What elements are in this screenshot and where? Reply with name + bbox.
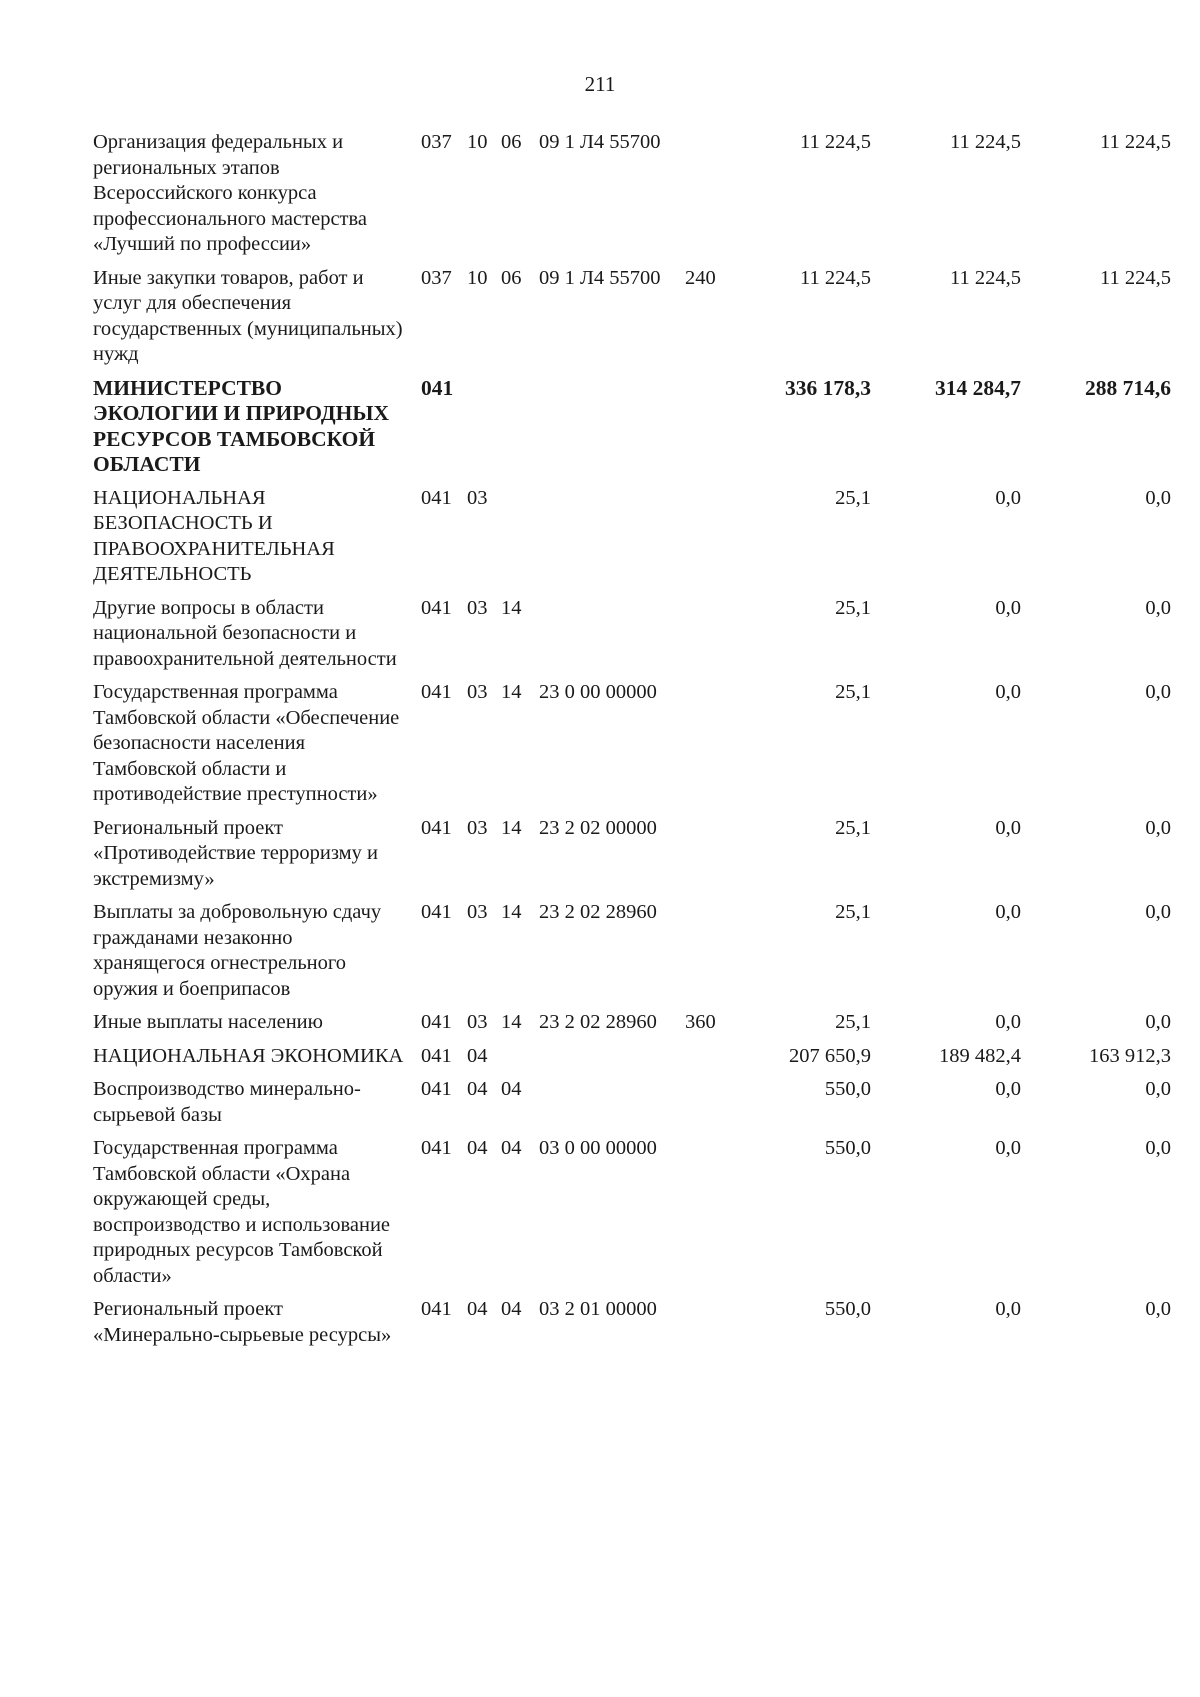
row-expense-type-code: 360 (685, 1011, 716, 1033)
row-subsection-code: 06 (501, 131, 522, 153)
row-subsection-code: 04 (501, 1137, 522, 1159)
row-amount-year2: 11 224,5 (950, 131, 1021, 153)
table-row (93, 900, 1175, 1010)
row-amount-year1: 25,1 (835, 596, 871, 619)
row-amount-year1: 11 224,5 (800, 131, 871, 153)
row-amount-year3: 0,0 (1145, 816, 1171, 839)
row-amount-year2: 0,0 (995, 1078, 1021, 1100)
row-ministry-code: 041 (421, 486, 452, 509)
row-expense-type-code (679, 1077, 733, 1136)
row-name: Выплаты за добровольную сдачу гражданами незаконно хранящегося огнестрельного оружия и боеприпасов (93, 901, 382, 1000)
row-ministry-code: 037 (421, 266, 452, 289)
row-amount-year2: 189 482,4 (939, 1044, 1021, 1067)
row-subsection-code (495, 486, 533, 596)
row-section-code: 04 (467, 1044, 488, 1067)
page-number: 211 (584, 72, 616, 96)
row-subsection-code (495, 1044, 533, 1078)
row-subsection-code: 14 (501, 1011, 522, 1033)
row-section-code: 03 (467, 1011, 488, 1033)
row-amount-year1: 550,0 (824, 1298, 871, 1320)
row-section-code: 03 (467, 901, 488, 923)
row-amount-year2: 0,0 (995, 681, 1021, 703)
row-amount-year1: 25,1 (835, 486, 871, 509)
row-ministry-code: 041 (421, 1137, 452, 1159)
row-amount-year1: 11 224,5 (800, 266, 871, 289)
row-subsection-code: 14 (501, 596, 522, 619)
row-expense-type-code (679, 130, 733, 266)
row-subsection-code: 04 (501, 1298, 522, 1320)
row-amount-year3: 163 912,3 (1089, 1044, 1171, 1067)
row-expense-type-code (679, 1297, 733, 1356)
row-subsection-code: 14 (501, 901, 522, 923)
row-amount-year3: 0,0 (1145, 1137, 1171, 1159)
row-section-code: 03 (467, 681, 488, 703)
row-subsection-code (495, 376, 533, 486)
row-ministry-code: 037 (421, 131, 452, 153)
row-section-code (461, 376, 495, 486)
table-row (93, 1297, 1175, 1356)
row-name: Воспроизводство минерально-сырьевой базы (93, 1078, 361, 1126)
row-section-code: 04 (467, 1298, 488, 1320)
table-row (93, 680, 1175, 816)
row-target-article-code: 03 0 00 00000 (539, 1137, 657, 1159)
row-section-code: 04 (467, 1137, 488, 1159)
row-amount-year2: 11 224,5 (950, 266, 1021, 289)
row-amount-year3: 0,0 (1145, 486, 1171, 509)
row-target-article-code: 09 1 Л4 55700 (539, 131, 661, 153)
row-subsection-code: 04 (501, 1078, 522, 1100)
row-amount-year2: 0,0 (995, 486, 1021, 509)
table-row (93, 816, 1175, 901)
row-amount-year1: 550,0 (824, 1137, 871, 1159)
row-section-code: 10 (467, 131, 488, 153)
row-expense-type-code (679, 376, 733, 486)
row-target-article-code (533, 376, 679, 486)
row-ministry-code: 041 (421, 816, 452, 839)
row-amount-year2: 0,0 (995, 596, 1021, 619)
table-row (93, 1010, 1175, 1044)
row-ministry-code: 041 (421, 681, 452, 703)
row-expense-type-code (679, 816, 733, 901)
budget-table (93, 130, 1175, 1356)
row-name: Государственная программа Тамбовской области «Обеспечение безопасности населения Тамбовской области и противодействие преступности» (93, 681, 400, 805)
row-ministry-code: 041 (421, 901, 452, 923)
table-body (93, 130, 1175, 1356)
row-name: НАЦИОНАЛЬНАЯ БЕЗОПАСНОСТЬ И ПРАВООХРАНИТЕЛЬНАЯ ДЕЯТЕЛЬНОСТЬ (93, 486, 335, 585)
table-row (93, 1044, 1175, 1078)
row-amount-year3: 288 714,6 (1085, 375, 1171, 400)
table-row (93, 486, 1175, 596)
row-expense-type-code (679, 1044, 733, 1078)
row-amount-year1: 25,1 (835, 816, 871, 839)
row-ministry-code: 041 (421, 1298, 452, 1320)
row-section-code: 03 (467, 486, 488, 509)
row-target-article-code: 23 2 02 28960 (539, 1011, 657, 1033)
row-target-article-code: 03 2 01 00000 (539, 1298, 657, 1320)
row-subsection-code: 14 (501, 681, 522, 703)
row-name: Иные закупки товаров, работ и услуг для обеспечения государственных (муниципальных) нужд (93, 266, 403, 365)
row-target-article-code (533, 1077, 679, 1136)
row-amount-year2: 0,0 (995, 1137, 1021, 1159)
row-amount-year3: 11 224,5 (1100, 131, 1171, 153)
row-ministry-code: 041 (421, 375, 454, 400)
row-amount-year3: 0,0 (1145, 1298, 1171, 1320)
row-name: Иные выплаты населению (93, 1011, 323, 1033)
table-row (93, 596, 1175, 681)
table-row (93, 376, 1175, 486)
row-expense-type-code (679, 1136, 733, 1297)
row-amount-year1: 25,1 (835, 681, 871, 703)
row-target-article-code: 23 0 00 00000 (539, 681, 657, 703)
row-ministry-code: 041 (421, 1011, 452, 1033)
row-amount-year3: 11 224,5 (1100, 266, 1171, 289)
row-section-code: 03 (467, 596, 488, 619)
table-row (93, 1077, 1175, 1136)
row-subsection-code: 06 (501, 266, 522, 289)
row-amount-year2: 0,0 (995, 901, 1021, 923)
row-ministry-code: 041 (421, 1044, 452, 1067)
row-target-article-code: 09 1 Л4 55700 (539, 266, 661, 289)
row-amount-year1: 336 178,3 (785, 375, 871, 400)
row-name: Государственная программа Тамбовской области «Охрана окружающей среды, воспроизводство и использование природных ресурсов Тамбовской области» (93, 1137, 391, 1287)
row-amount-year3: 0,0 (1145, 1078, 1171, 1100)
row-target-article-code: 23 2 02 28960 (539, 901, 657, 923)
row-amount-year2: 314 284,7 (935, 375, 1021, 400)
row-name: Организация федеральных и региональных этапов Всероссийского конкурса профессионального мастерства «Лучший по профессии» (93, 131, 368, 255)
row-amount-year1: 550,0 (824, 1078, 871, 1100)
row-expense-type-code (679, 596, 733, 681)
row-name: Региональный проект «Минерально-сырьевые ресурсы» (93, 1298, 392, 1346)
row-amount-year2: 0,0 (995, 1011, 1021, 1033)
row-amount-year2: 0,0 (995, 816, 1021, 839)
row-amount-year3: 0,0 (1145, 901, 1171, 923)
table-row (93, 1136, 1175, 1297)
row-expense-type-code (679, 900, 733, 1010)
row-amount-year3: 0,0 (1145, 681, 1171, 703)
row-amount-year2: 0,0 (995, 1298, 1021, 1320)
row-amount-year3: 0,0 (1145, 596, 1171, 619)
row-section-code: 10 (467, 266, 488, 289)
row-amount-year1: 207 650,9 (789, 1044, 871, 1067)
row-section-code: 03 (467, 816, 488, 839)
table-row (93, 266, 1175, 376)
row-amount-year1: 25,1 (835, 901, 871, 923)
row-name: Другие вопросы в области национальной безопасности и правоохранительной деятельности (93, 596, 397, 670)
row-expense-type-code (679, 680, 733, 816)
row-ministry-code: 041 (421, 1078, 452, 1100)
row-target-article-code: 23 2 02 00000 (539, 816, 657, 839)
row-target-article-code (533, 486, 679, 596)
row-name: Региональный проект «Противодействие терроризму и экстремизму» (93, 816, 378, 890)
table-row (93, 130, 1175, 266)
row-name: НАЦИОНАЛЬНАЯ ЭКОНОМИКА (93, 1044, 404, 1067)
row-section-code: 04 (467, 1078, 488, 1100)
row-target-article-code (533, 596, 679, 681)
row-target-article-code (533, 1044, 679, 1078)
row-subsection-code: 14 (501, 816, 522, 839)
row-amount-year3: 0,0 (1145, 1011, 1171, 1033)
row-expense-type-code: 240 (685, 266, 716, 289)
row-amount-year1: 25,1 (835, 1011, 871, 1033)
row-ministry-code: 041 (421, 596, 452, 619)
row-expense-type-code (679, 486, 733, 596)
row-name: МИНИСТЕРСТВО ЭКОЛОГИИ И ПРИРОДНЫХ РЕСУРСОВ ТАМБОВСКОЙ ОБЛАСТИ (93, 375, 390, 476)
